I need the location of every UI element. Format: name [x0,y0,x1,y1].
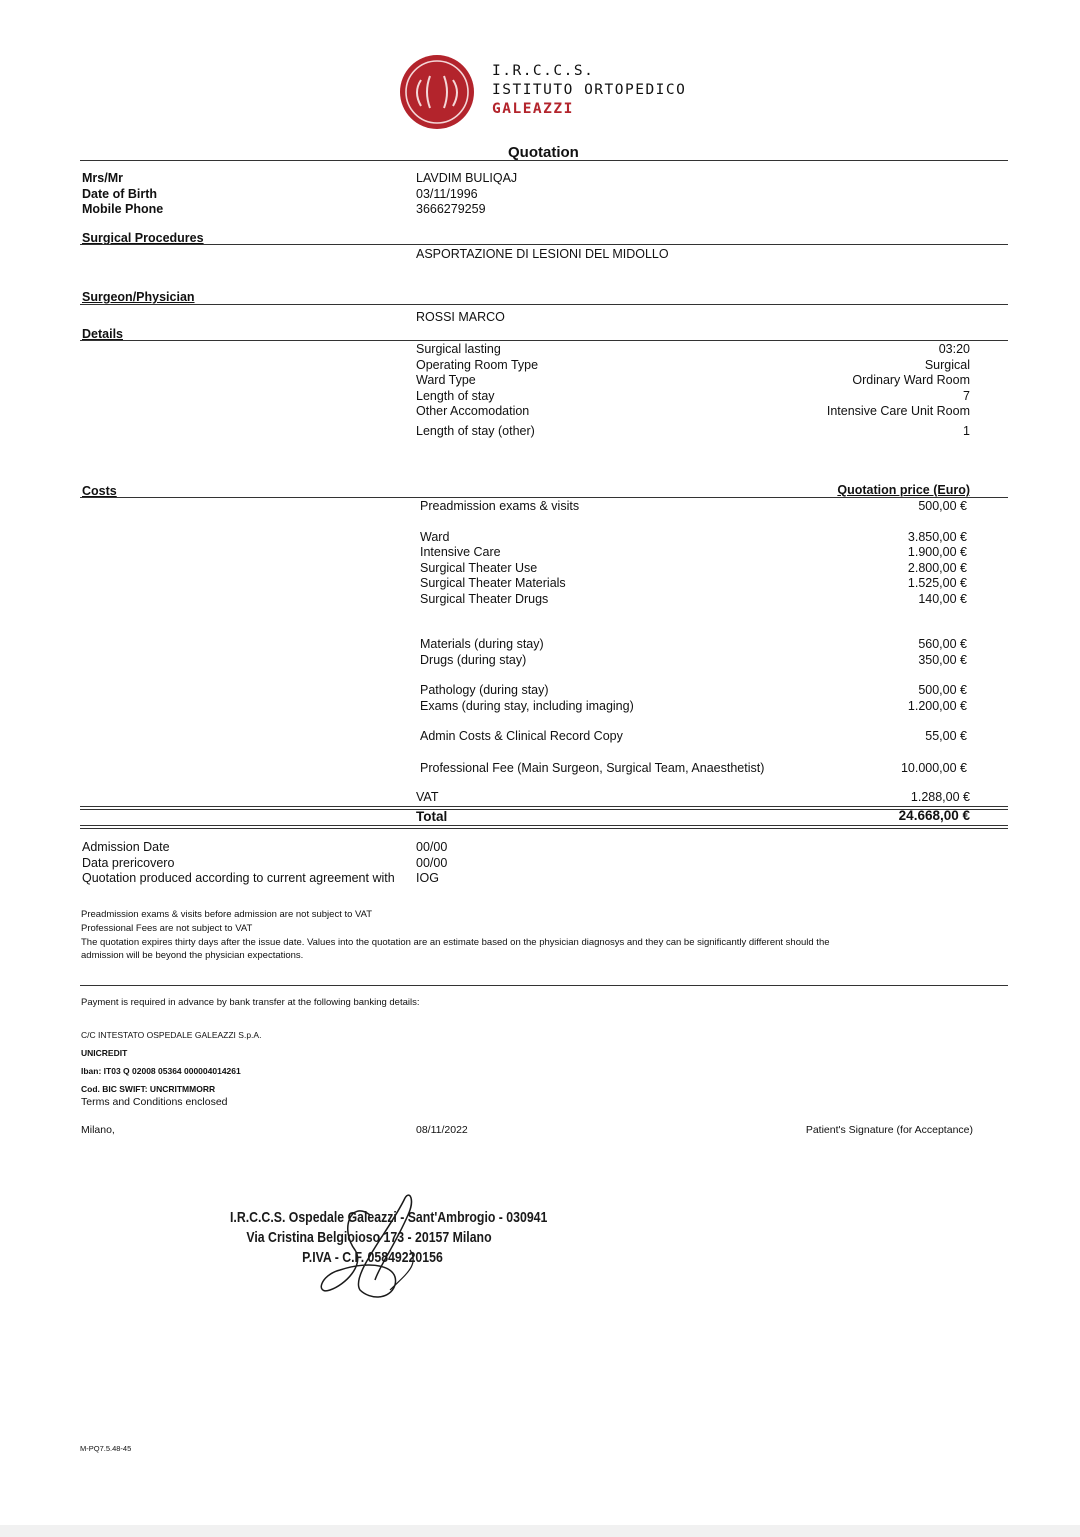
details-values [700,342,970,439]
divider [80,828,1008,829]
cost-value: 560,00 € [918,637,967,651]
detail-label: Operating Room Type [416,357,539,372]
detail-value: Ordinary Ward Room [852,373,970,387]
bank-name: UNICREDIT [81,1048,128,1058]
price-heading: Quotation price (Euro) [837,483,970,497]
cost-values [700,499,967,776]
cost-value: 3.850,00 € [907,529,967,544]
admission-values [416,840,447,887]
detail-value: 03:20 [938,342,970,356]
patient-dob: 03/11/1996 [416,186,478,201]
divider [80,497,1008,498]
form-code: M-PQ7.5.48-45 [80,1444,132,1453]
cost-label: Drugs (during stay) [420,652,527,667]
surgeon-heading: Surgeon/Physician [82,290,195,304]
divider [80,340,1008,341]
cost-label: Professional Fee (Main Surgeon, Surgical Team, Anaesthetist) [420,760,765,775]
stamp-line: Via Cristina Belgioioso 173 - 20157 Milano [246,1229,492,1246]
admission-label: Data prericovero [82,855,175,870]
org-line2: ISTITUTO ORTOPEDICO [492,82,687,98]
label-dob: Date of Birth [82,186,157,201]
issue-date: 08/11/2022 [416,1124,468,1136]
cost-value: 55,00 € [925,729,967,743]
detail-value: 7 [963,388,970,403]
detail-value: 1 [963,423,970,438]
patient-name: LAVDIM BULIQAJ [416,171,518,185]
page-bottom-edge [0,1525,1080,1537]
note-line: Preadmission exams & visits before admission are not subject to VAT [81,909,373,920]
cost-value: 10.000,00 € [900,760,967,775]
signature-label: Patient's Signature (for Acceptance) [805,1124,973,1136]
cost-label: Ward [420,529,450,544]
cost-label: Surgical Theater Use [420,560,538,575]
cost-label: Admin Costs & Clinical Record Copy [420,729,623,743]
cost-value: 140,00 € [918,591,967,606]
cost-label: Surgical Theater Materials [420,576,566,590]
cost-label: Materials (during stay) [420,637,544,651]
divider [80,825,1008,826]
divider [80,985,1008,986]
total-value: 24.668,00 € [898,808,970,823]
cost-label: Pathology (during stay) [420,683,549,697]
logo-emblem [399,54,475,130]
note-line: admission will be beyond the physician expectations. [81,950,304,961]
cost-value: 350,00 € [918,652,967,667]
page-title: Quotation [508,144,579,161]
admission-labels [82,840,395,887]
admission-value: IOG [416,871,439,885]
detail-label: Length of stay [416,388,495,403]
detail-label: Length of stay (other) [416,423,535,438]
detail-value: Intensive Care Unit Room [826,404,970,418]
patient-phone: 3666279259 [416,202,486,216]
note-line: Professional Fees are not subject to VAT [81,923,253,934]
note-line: The quotation expires thirty days after the issue date. Values into the quotation are an estimate based on the physician diagnosys and they can be significantly different should the [81,937,830,948]
surgeon-value: ROSSI MARCO [416,310,505,324]
procedure-value: ASPORTAZIONE DI LESIONI DEL MIDOLLO [416,247,669,261]
payment-intro: Payment is required in advance by bank transfer at the following banking details: [81,997,420,1008]
divider [80,160,1008,161]
details-heading: Details [82,327,123,341]
bank-details [81,1026,261,1098]
cost-value: 1.200,00 € [907,698,967,713]
org-line3: GALEAZZI [492,101,574,117]
cost-label: Surgical Theater Drugs [420,591,549,606]
admission-label: Quotation produced according to current agreement with [82,871,395,885]
label-name: Mrs/Mr [82,171,123,185]
signature-scribble [300,1190,480,1310]
stamp-line: I.R.C.C.S. Ospedale Galeazzi - Sant'Ambrogio - 030941 [230,1209,548,1226]
detail-label: Surgical lasting [416,342,501,356]
patient-values [416,171,517,218]
vat-value: 1.288,00 € [910,790,970,804]
cost-value: 2.800,00 € [907,560,967,575]
cost-label: Exams (during stay, including imaging) [420,698,634,713]
stamp-line: P.IVA - C.F. 05849220156 [302,1249,443,1266]
bank-iban: Iban: IT03 Q 02008 05364 000004014261 [81,1066,241,1076]
admission-label: Admission Date [82,840,170,854]
cost-value: 500,00 € [918,499,967,513]
procedures-heading: Surgical Procedures [82,231,204,245]
cost-label: Intensive Care [420,545,501,559]
admission-value: 00/00 [416,855,448,870]
detail-value: Surgical [924,357,970,372]
bank-account: C/C INTESTATO OSPEDALE GALEAZZI S.p.A. [81,1030,262,1040]
detail-label: Ward Type [416,373,476,387]
divider [80,244,1008,245]
admission-value: 00/00 [416,840,448,854]
terms-text: Terms and Conditions enclosed [81,1096,228,1108]
cost-value: 500,00 € [918,683,967,697]
place: Milano, [81,1124,115,1136]
notes [81,908,830,963]
costs-heading: Costs [82,484,117,498]
detail-label: Other Accomodation [416,404,530,418]
logo [399,54,475,130]
org-line1: I.R.C.C.S. [492,63,595,79]
cost-label: Preadmission exams & visits [420,499,580,513]
divider [80,806,1008,807]
details-labels [416,342,538,439]
patient-labels [82,171,163,218]
label-phone: Mobile Phone [82,202,164,216]
total-label: Total [416,809,448,824]
org-name [492,62,686,119]
divider [80,304,1008,305]
cost-value: 1.900,00 € [907,545,967,559]
vat-label: VAT [416,790,439,804]
cost-value: 1.525,00 € [907,576,967,590]
bank-swift: Cod. BIC SWIFT: UNCRITMMORR [81,1084,216,1094]
